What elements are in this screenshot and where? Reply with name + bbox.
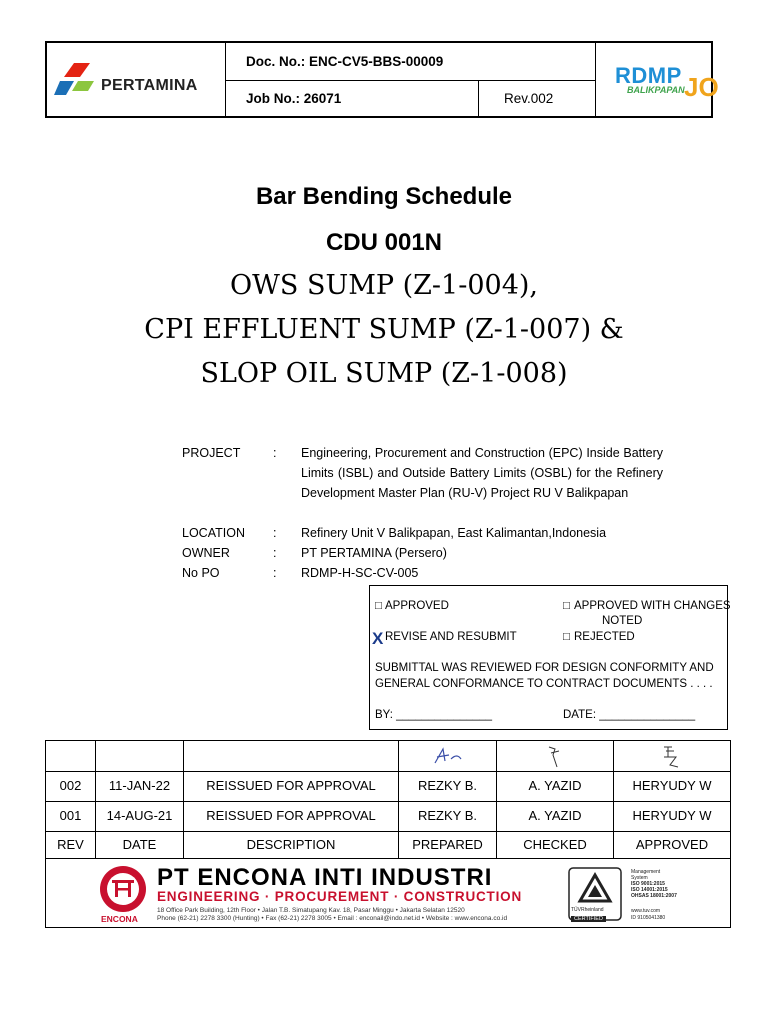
po-value: RDMP-H-SC-CV-005 <box>301 566 419 580</box>
table-cell <box>46 741 96 771</box>
cert-web: www.tuv.com <box>631 908 661 914</box>
revise-label: REVISE AND RESUBMIT <box>385 631 517 643</box>
rejected-label: REJECTED <box>574 631 635 643</box>
subtitle-line-1: OWS SUMP (Z-1-004), <box>230 270 538 301</box>
project-value: Engineering, Procurement and Construction (EPC) Inside Battery Limits (ISBL) and Outside Battery Limits (OSBL) for the Refinery Development Master Plan (RU-V) Project RU V Balikpapan <box>301 446 663 500</box>
po-label: No PO <box>182 566 220 580</box>
company-name: PT ENCONA INTI INDUSTRI <box>157 864 493 891</box>
encona-logo-icon <box>98 864 148 914</box>
document-title: Bar Bending Schedule <box>255 183 513 210</box>
checked-signature-cell <box>497 741 614 771</box>
prepared-cell: REZKY B. <box>399 771 497 801</box>
approved-label: APPROVED <box>385 600 449 612</box>
address-line: 18 Office Park Building, 12th Floor • Jalan T.B. Simatupang Kav. 18, Pasar Minggu • Jakarta Selatan 12520 <box>157 907 465 914</box>
company-tagline: ENGINEERING · PROCUREMENT · CONSTRUCTION <box>157 889 523 904</box>
owner-value: PT PERTAMINA (Persero) <box>301 546 447 560</box>
table-cell <box>96 741 184 771</box>
rev-cell: 002 <box>46 771 96 801</box>
project-logo <box>595 43 719 116</box>
approved-signature-cell <box>614 741 730 771</box>
job-no: Job No.: 26071 <box>246 91 342 106</box>
location-label: LOCATION <box>182 526 245 540</box>
table-header-row <box>46 831 730 859</box>
signature-row <box>46 741 730 772</box>
checked-cell: A. YAZID <box>497 771 614 801</box>
revise-checked-x-icon: X <box>372 629 384 648</box>
unit-title: CDU 001N <box>325 229 443 256</box>
noted-label: NOTED <box>602 615 643 627</box>
pertamina-logo-text: PERTAMINA <box>101 77 198 94</box>
contractor-footer <box>45 859 731 928</box>
review-stamp <box>369 585 731 730</box>
job-rev-row <box>225 80 595 116</box>
location-value: Refinery Unit V Balikpapan, East Kalimantan,Indonesia <box>301 526 607 540</box>
colon: : <box>273 526 277 540</box>
project-label: PROJECT <box>182 446 241 460</box>
approved-changes-label: APPROVED WITH CHANGES <box>574 600 731 612</box>
stamp-statement-line-2: GENERAL CONFORMANCE TO CONTRACT DOCUMENTS . . . . <box>375 678 713 690</box>
prepared-signature-icon <box>399 743 497 769</box>
client-logo-cell <box>47 43 226 116</box>
rdmp-logo-text: RDMP <box>615 63 682 88</box>
table-row <box>46 801 730 832</box>
contact-line: Phone (62-21) 2278 3300 (Hunting) • Fax (62-21) 2278 3005 • Email : enconail@indo.net.id • Website : www.encona.co.id <box>157 915 508 922</box>
doc-no: Doc. No.: ENC-CV5-BBS-00009 <box>246 54 444 69</box>
header-prepared: PREPARED <box>399 831 497 859</box>
encona-logo-label: ENCONA <box>101 914 138 924</box>
job-no-cell <box>225 80 479 116</box>
company-address <box>157 907 567 923</box>
date-cell: 14-AUG-21 <box>96 801 184 831</box>
approved-cell: HERYUDY W <box>632 808 712 823</box>
cert-line: System <box>631 875 648 881</box>
doc-meta <box>225 43 596 116</box>
rejected-checkbox-icon: □ <box>563 631 570 643</box>
cert-line: OHSAS 18001:2007 <box>631 893 677 899</box>
stamp-statement-line-1: SUBMITTAL WAS REVIEWED FOR DESIGN CONFORMITY AND <box>375 662 714 674</box>
revision-number: Rev.002 <box>504 91 554 106</box>
cert-line: Management <box>631 869 661 875</box>
approved-signature-icon <box>614 743 730 769</box>
owner-label: OWNER <box>182 546 230 560</box>
subtitle-line-2: CPI EFFLUENT SUMP (Z-1-007) & <box>144 314 624 345</box>
header-date: DATE <box>96 831 184 859</box>
stamp-date-field: DATE: _______________ <box>563 709 696 721</box>
table-cell <box>184 741 399 771</box>
checked-signature-icon <box>497 743 614 769</box>
pertamina-logo-icon <box>54 63 104 103</box>
table-row <box>46 771 730 802</box>
cert-id: ID 9105041380 <box>631 915 666 921</box>
colon: : <box>273 546 277 560</box>
cert-body: TÜVRheinland <box>571 907 604 913</box>
colon: : <box>273 566 277 580</box>
header-rev: REV <box>46 831 96 859</box>
revision-table <box>45 740 731 859</box>
cert-line: ISO 14001:2015 <box>631 887 668 893</box>
approved-cell: HERYUDY W <box>632 778 712 793</box>
rev-cell: 001 <box>46 801 96 831</box>
approved-changes-checkbox-icon: □ <box>563 600 570 612</box>
checked-cell: A. YAZID <box>497 801 614 831</box>
rdmp-logo-jo: JO <box>684 72 719 102</box>
cert-line: ISO 9001:2015 <box>631 881 665 887</box>
header-checked: CHECKED <box>497 831 614 859</box>
description-cell: REISSUED FOR APPROVAL <box>184 801 399 831</box>
prepared-cell: REZKY B. <box>399 801 497 831</box>
header-approved: APPROVED <box>635 837 709 852</box>
date-cell: 11-JAN-22 <box>96 771 184 801</box>
subtitle-line-3: SLOP OIL SUMP (Z-1-008) <box>200 358 568 389</box>
colon: : <box>273 446 277 460</box>
doc-no-cell <box>225 43 595 81</box>
project-info <box>182 443 663 583</box>
stamp-by-field: BY: _______________ <box>375 709 493 721</box>
approved-checkbox-icon: □ <box>375 600 382 612</box>
document-header <box>45 41 719 118</box>
description-cell: REISSUED FOR APPROVAL <box>184 771 399 801</box>
cert-label: CERTIFIED <box>571 916 606 922</box>
rdmp-logo-subtext: BALIKPAPAN <box>627 85 685 95</box>
header-description: DESCRIPTION <box>184 831 399 859</box>
prepared-signature-cell <box>399 741 497 771</box>
